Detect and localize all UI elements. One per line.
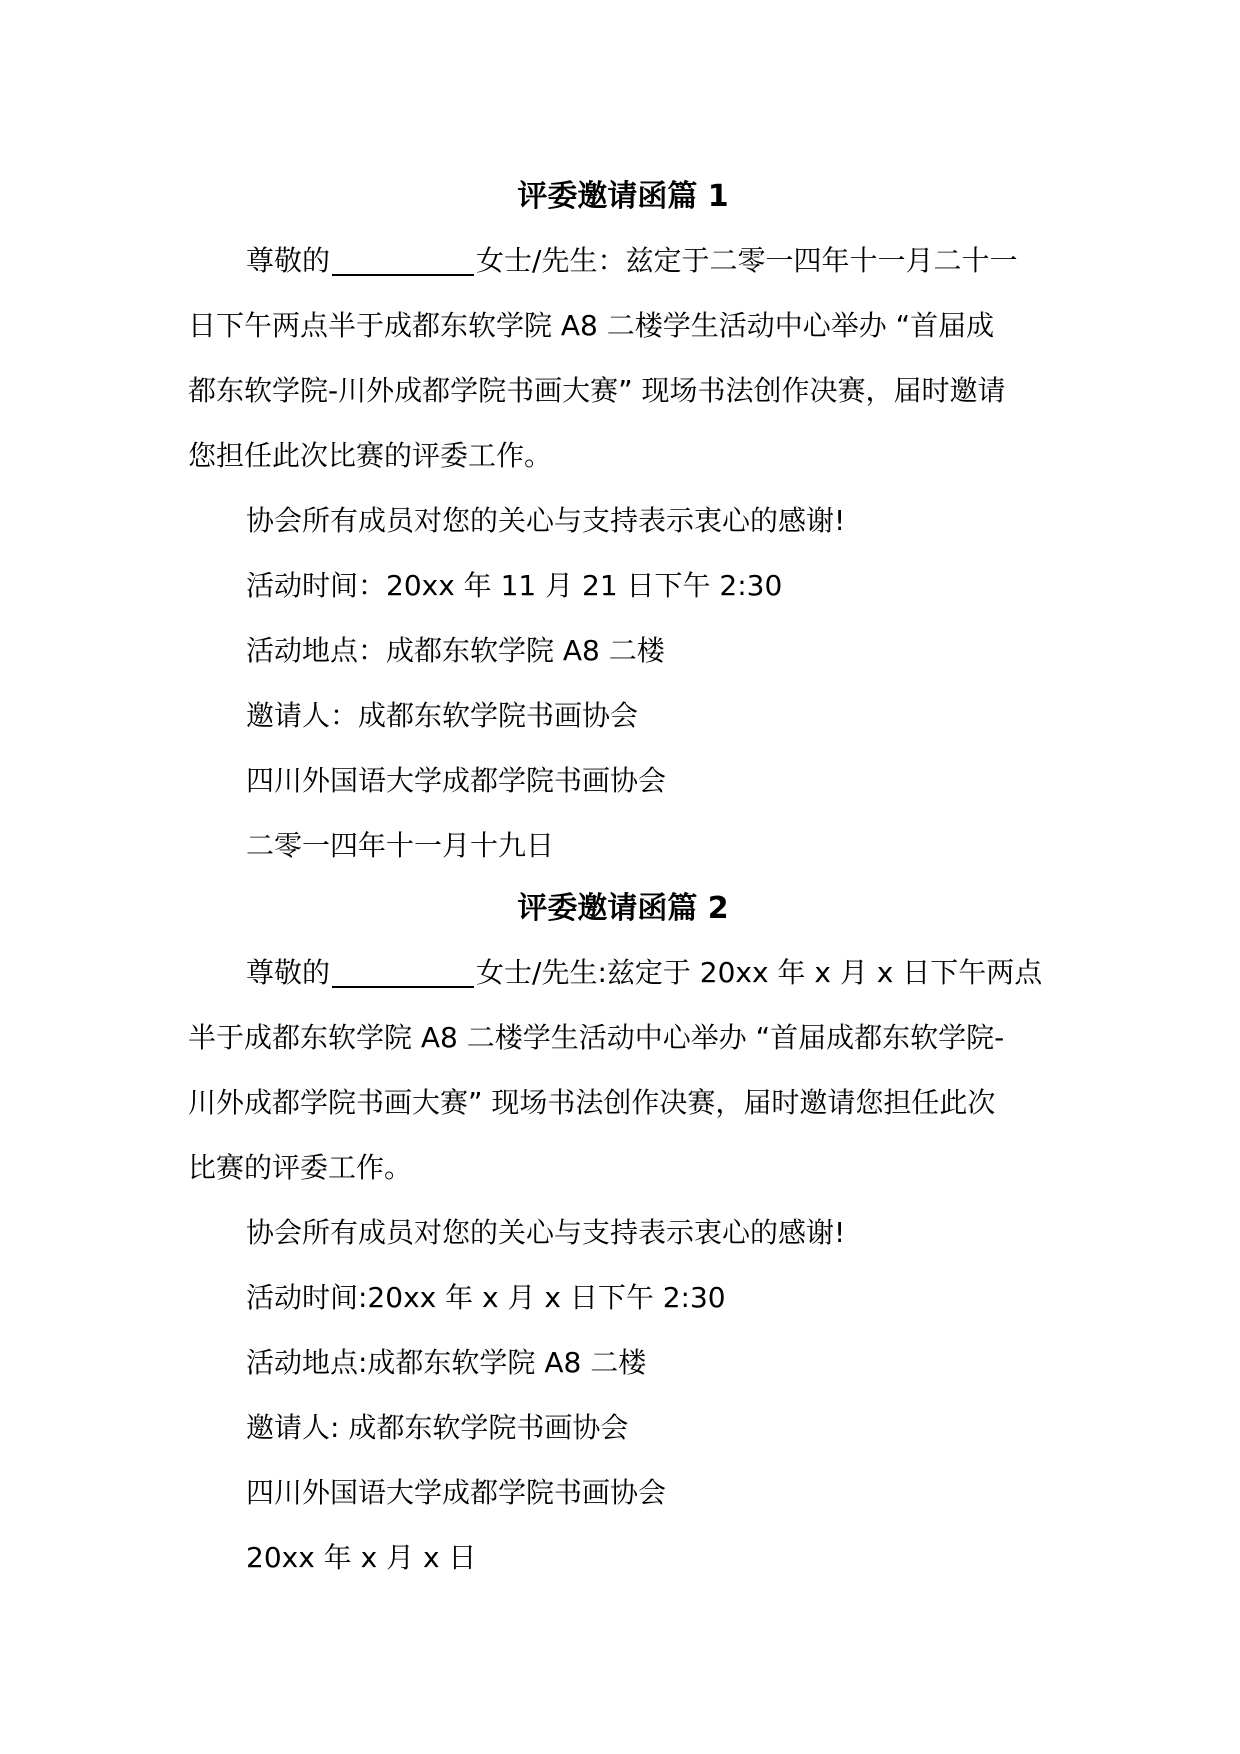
body-line: 日下午两点半于成都东软学院 A8 二楼学生活动中心举办 “首届成: [188, 309, 995, 342]
body-line: 您担任此次比赛的评委工作。: [188, 439, 553, 472]
inviter-secondary: 四川外国语大学成都学院书画协会: [246, 1476, 667, 1509]
event-place: 活动地点：成都东软学院 A8 二楼: [246, 634, 665, 667]
inviter: 邀请人：成都东软学院书画协会: [246, 699, 639, 732]
body-line: [188, 228, 1058, 293]
event-place: 活动地点:成都东软学院 A8 二楼: [246, 1346, 647, 1379]
event-time: 活动时间：20xx 年 11 月 21 日下午 2:30: [246, 569, 783, 602]
invitation-section-2: [188, 878, 1058, 1590]
salutation: 尊敬的: [246, 956, 331, 989]
body-line: 半于成都东软学院 A8 二楼学生活动中心举办 “首届成都东软学院-: [188, 1021, 1005, 1054]
document-content: [188, 166, 1058, 1590]
salutation: 尊敬的: [246, 244, 331, 277]
body-text: 女士/先生：兹定于二零一四年十一月二十一: [476, 244, 1018, 277]
inviter: 邀请人: 成都东软学院书画协会: [246, 1411, 629, 1444]
inviter-secondary: 四川外国语大学成都学院书画协会: [246, 764, 667, 797]
section-title: 评委邀请函篇 2: [517, 891, 729, 926]
name-blank: [332, 244, 474, 276]
body-line: 都东软学院-川外成都学院书画大赛” 现场书法创作决赛，届时邀请: [188, 374, 1006, 407]
name-blank: [332, 956, 474, 988]
body-line: 比赛的评委工作。: [188, 1151, 413, 1184]
thanks-line: 协会所有成员对您的关心与支持表示衷心的感谢!: [246, 504, 846, 537]
thanks-line: 协会所有成员对您的关心与支持表示衷心的感谢!: [246, 1216, 846, 1249]
body-line: [188, 940, 1058, 1005]
letter-date: 20xx 年 x 月 x 日: [246, 1541, 477, 1574]
invitation-section-1: [188, 166, 1058, 878]
event-time: 活动时间:20xx 年 x 月 x 日下午 2:30: [246, 1281, 726, 1314]
body-text: 女士/先生:兹定于 20xx 年 x 月 x 日下午两点: [476, 956, 1043, 989]
body-line: 川外成都学院书画大赛” 现场书法创作决赛，届时邀请您担任此次: [188, 1086, 996, 1119]
section-title: 评委邀请函篇 1: [517, 179, 729, 214]
letter-date: 二零一四年十一月十九日: [246, 829, 555, 862]
